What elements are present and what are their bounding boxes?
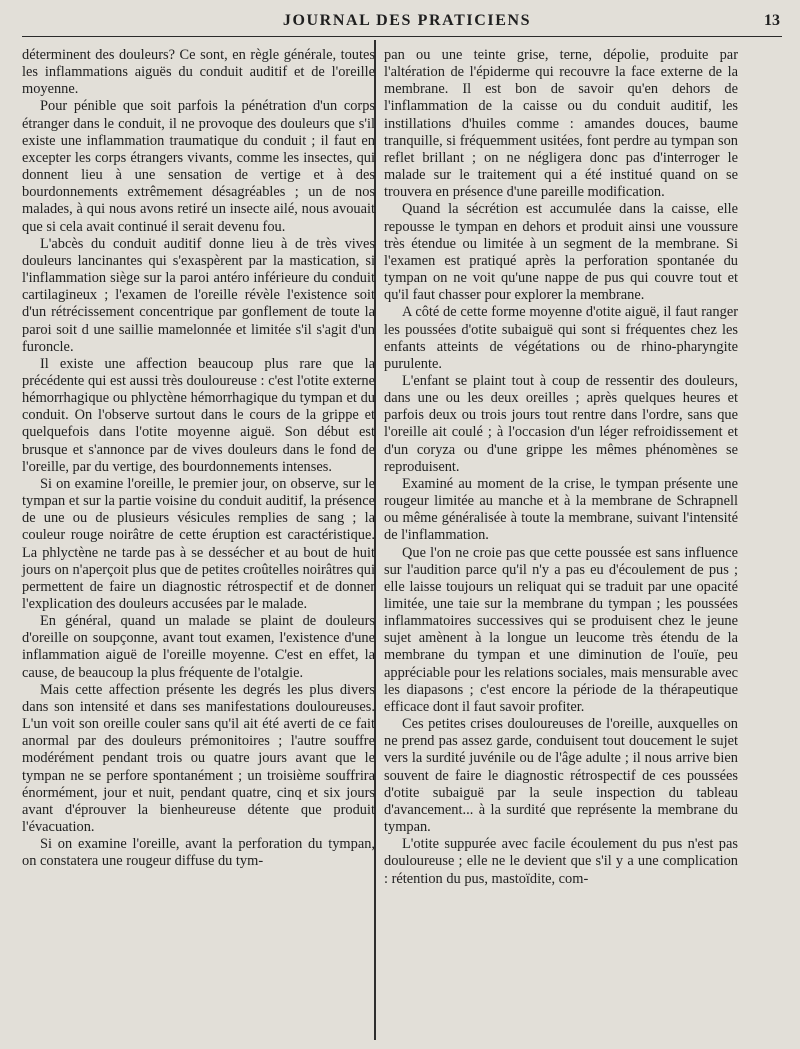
running-header (22, 6, 782, 37)
paragraph: Examiné au moment de la crise, le tympan présente une rougeur limitée au manche et à la membrane de Schrapnell ou même généralisée à toute la membrane, suivant l'intensité de l'inflammation. (384, 475, 738, 544)
paragraph: Que l'on ne croie pas que cette poussée est sans influence sur l'audition parce qu'il n'y a pas eu d'écoulement de pus ; elle laisse toujours un reliquat qui se traduit par une opacité limitée, une taie sur la membrane du tympan ; les poussées inflammatoires successives qui se produisent chez le jeune sujet amènent à la longue un leucome très étendu de la membrane du tympan et une diminution de l'ouïe, peu appréciable pour les relations sociales, mais mensurable avec les diapasons ; c'est encore la période de la thérapeutique efficace dont il faut savoir profiter. (384, 544, 738, 715)
right-column (384, 47, 738, 888)
paragraph: L'enfant se plaint tout à coup de ressentir des douleurs, dans une ou les deux oreilles ; après quelques heures et parfois deux ou trois jours tout rentre dans l'ordre, sans que l'oreille ait coulé ; à l'occasion d'un léger refroidissement et d'un coryza ou d'une grippe les mêmes phénomènes se reproduisent. (384, 372, 738, 475)
paragraph: Mais cette affection présente les degrés les plus divers dans son intensité et dans ses manifestations douloureuses. L'un voit son oreille couler sans qu'il ait été averti de ce fait anormal par des douleurs prémonitoires ; l'autre souffre modérément pendant trois ou quatre jours avant que le tympan ne se perfore spontanément ; un troisième souffrira énormément, jour et nuit, pendant quatre, cinq et six jours avant d'éprouver la bienheureuse détente que produit l'évacuation. (22, 681, 375, 836)
paragraph: L'otite suppurée avec facile écoulement du pus n'est pas douloureuse ; elle ne le devient que s'il y a une complication : rétention du pus, mastoïdite, com- (384, 836, 738, 887)
paragraph: Ces petites crises douloureuses de l'oreille, auxquelles on ne prend pas assez garde, conduisent tout doucement le sujet vers la surdité juvénile ou de l'âge adulte ; il nous arrive bien souvent de faire le diagnostic rétrospectif de ces poussées d'otite subaiguë par la seule inspection du tableau d'avancement... à la surdité que représente la membrane du tympan. (384, 716, 738, 836)
page-number: 13 (764, 12, 780, 29)
paragraph: déterminent des douleurs? Ce sont, en règle générale, toutes les inflammations aiguës du conduit auditif et de l'oreille moyenne. (22, 47, 375, 98)
paragraph: Quand la sécrétion est accumulée dans la caisse, elle repousse le tympan en dehors et produit ainsi une voussure très étendue ou limitée à un segment de la membrane. Si l'examen est pratiqué après la perforation spontanée du tympan on ne voit qu'une nappe de pus qui couvre tout et qu'il faut chasser pour explorer la membrane. (384, 201, 738, 304)
paragraph: A côté de cette forme moyenne d'otite aiguë, il faut ranger les poussées d'otite subaiguë qui sont si fréquentes chez les enfants atteints de végétations ou de rhino-pharyngite purulente. (384, 304, 738, 372)
paragraph: Pour pénible que soit parfois la pénétration d'un corps étranger dans le conduit, il ne provoque des douleurs que s'il existe une inflammation traumatique du conduit ; il faut en excepter les corps étrangers vivants, comme les insectes, qui donnent lieu à une sensation de vertige et à des bourdonnements extrêmement désagréables ; un de nos malades, à qui nous avons retiré un insecte ailé, nous avouait que si cela avait continué il serait devenu fou. (22, 98, 375, 235)
paragraph: Si on examine l'oreille, avant la perforation du tympan, on constatera une rougeur diffuse du tym- (22, 836, 375, 870)
journal-title: JOURNAL DES PRATICIENS (282, 12, 532, 29)
paragraph: En général, quand un malade se plaint de douleurs d'oreille on soupçonne, avant tout examen, l'existence d'une inflammation aiguë de l'oreille moyenne. C'est en effet, la cause, de beaucoup la plus fréquente de l'otalgie. (22, 613, 375, 681)
paragraph: pan ou une teinte grise, terne, dépolie, produite par l'altération de l'épiderme qui recouvre la face externe de la membrane. Il est bon de savoir qu'en dehors de l'inflammation de la caisse ou du conduit auditif, les instillations d'huiles comme : amandes douces, baume tranquille, si fréquemment usitées, font perdre au tympan son reflet brillant ; on ne négligera donc pas d'interroger le malade sur le traitement qui a été institué quand on se trouvera en présence d'une pareille modification. (384, 47, 738, 201)
left-column (22, 47, 375, 871)
paragraph: Il existe une affection beaucoup plus rare que la précédente qui est aussi très douloureuse : c'est l'otite externe hémorrhagique ou phlyctène hémorrhagique du tympan et du conduit. On l'observe surtout dans le cours de la grippe et quelquefois dans l'otite moyenne aiguë. Son début est brusque et s'annonce par de vives douleurs dans le fond de l'oreille, par du vertige, des bourdonnements intenses. (22, 355, 375, 475)
paragraph: Si on examine l'oreille, le premier jour, on observe, sur le tympan et sur la partie voisine du conduit auditif, la présence de une ou de plusieurs vésicules remplies de sang ; la couleur rouge noirâtre de cette éruption est caractéristique. La phlyctène ne tarde pas à se dessécher et au bout de huit jours on n'aperçoit plus que de petites croûtelles noirâtres qui permettent de faire un diagnostic rétrospectif et de donner l'explication des douleurs accusées par le malade. (22, 475, 375, 612)
paragraph: L'abcès du conduit auditif donne lieu à de très vives douleurs lancinantes qui s'exaspèrent par la mastication, si l'inflammation siège sur la paroi antéro inférieure du conduit cartilagineux ; l'examen de l'oreille révèle l'existence soit d'un rétrécissement concentrique par gonflement de toute la paroi soit d une saillie mamelonnée et limitée s'il s'agit d'un furoncle. (22, 235, 375, 355)
